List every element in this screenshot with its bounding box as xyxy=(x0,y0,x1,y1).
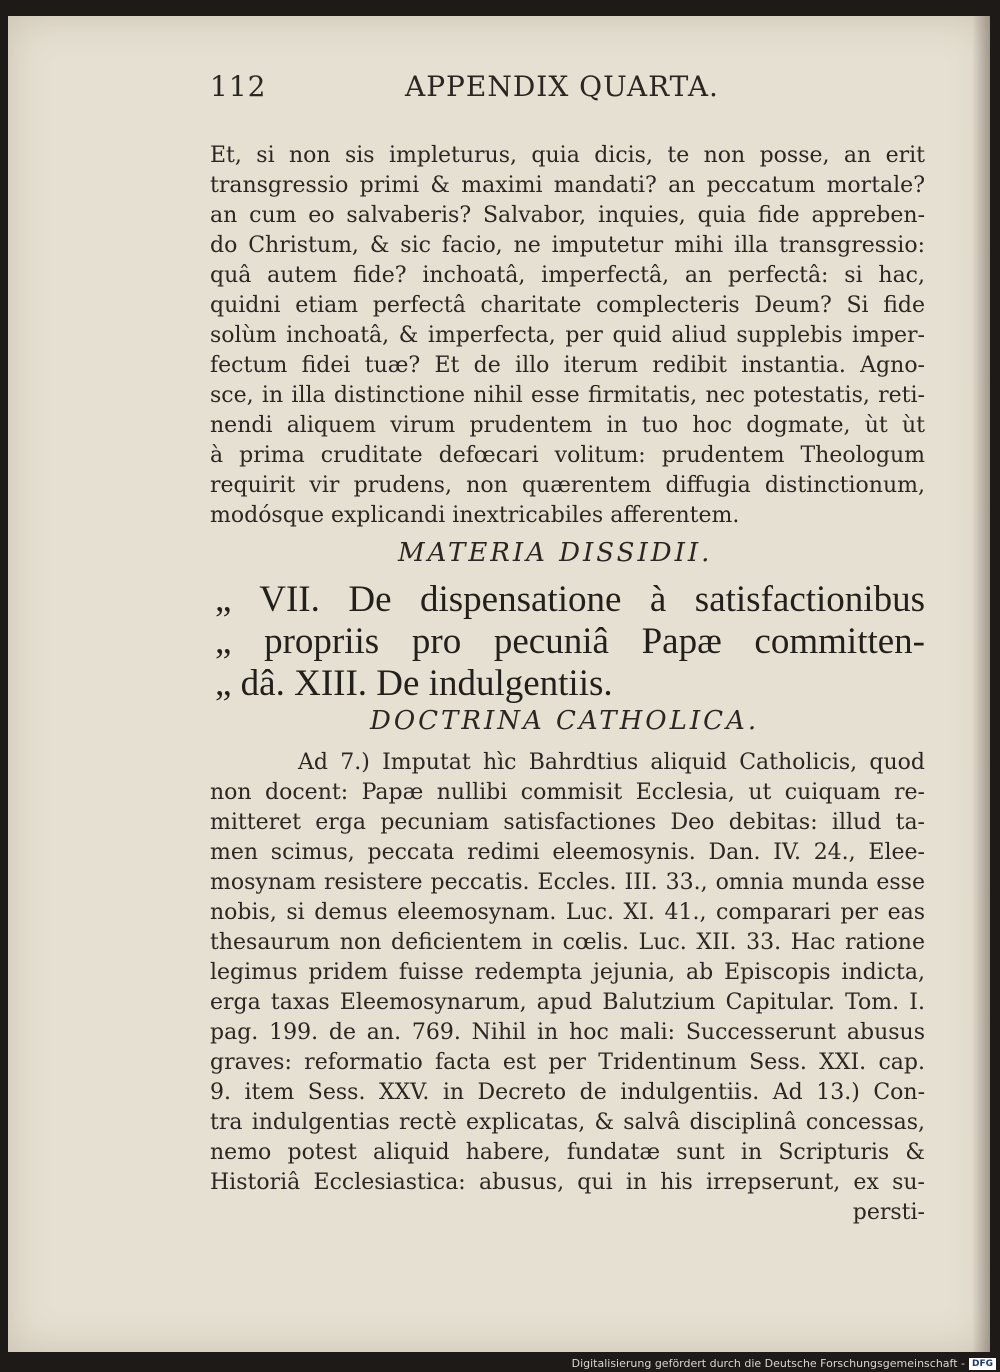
text-line: transgressio primi & maximi mandati? an peccatum mortale? xyxy=(210,173,925,198)
text-line: quidni etiam perfectâ charitate complecteris Deum? Si fide xyxy=(210,293,925,318)
dfg-logo-icon: DFG xyxy=(969,1358,996,1370)
text-line: Et, si non sis impleturus, quia dicis, te non posse, an erit xyxy=(210,143,925,168)
text-line: nobis, si demus eleemosynam. Luc. XI. 41., comparari per eas xyxy=(210,900,925,925)
text-line: modósque explicandi inextricabiles afferentem. xyxy=(210,503,740,528)
quote-line: „ VII. De dispensatione à satisfactionibus xyxy=(215,579,925,620)
text-line: thesaurum non deficientem in cœlis. Luc. XII. 33. Hac ratione xyxy=(210,930,925,955)
page-number: 112 xyxy=(210,70,267,103)
text-line: solùm inchoatâ, & imperfecta, per quid aliud supplebis imper- xyxy=(210,323,925,348)
text-line: Historiâ Ecclesiastica: abusus, qui in his irrepserunt, ex su- xyxy=(210,1170,925,1195)
text-line: pag. 199. de an. 769. Nihil in hoc mali: Successerunt abusus xyxy=(210,1020,925,1045)
section-heading-doctrina: DOCTRINA CATHOLICA. xyxy=(370,706,760,736)
text-line: graves: reformatio facta est per Tridentinum Sess. XXI. cap. xyxy=(210,1050,925,1075)
credit-text: Digitalisierung gefördert durch die Deutsche Forschungsgemeinschaft - xyxy=(571,1357,965,1370)
text-line: nemo potest aliquid habere, fundatæ sunt in Scripturis & xyxy=(210,1140,925,1165)
text-line: Ad 7.) Imputat hìc Bahrdtius aliquid Catholicis, quod xyxy=(298,750,925,775)
page-fold-shadow xyxy=(972,16,990,1352)
text-line: mitteret erga pecuniam satisfactiones Deo debitas: illud ta- xyxy=(210,810,925,835)
text-line: men scimus, peccata redimi eleemosynis. Dan. IV. 24., Elee- xyxy=(210,840,925,865)
text-line: fectum fidei tuæ? Et de illo iterum redibit instantia. Agno- xyxy=(210,353,925,378)
text-line: legimus pridem fuisse redempta jejunia, ab Episcopis indicta, xyxy=(210,960,925,985)
text-line: nendi aliquem virum prudentem in tuo hoc dogmate, ùt ùt xyxy=(210,413,925,438)
text-line: non docent: Papæ nullibi commisit Ecclesia, ut cuiquam re- xyxy=(210,780,925,805)
text-line: quâ autem fide? inchoatâ, imperfectâ, an perfectâ: si hac, xyxy=(210,263,925,288)
text-line: requirit vir prudens, non quærentem diffugia distinctionum, xyxy=(210,473,925,498)
catchword: persti- xyxy=(852,1200,925,1225)
section-heading-materia: MATERIA DISSIDII. xyxy=(398,538,713,568)
running-title: APPENDIX QUARTA. xyxy=(405,70,719,103)
text-line: an cum eo salvaberis? Salvabor, inquies, quia fide appreben- xyxy=(210,203,925,228)
quote-line: „ dâ. XIII. De indulgentiis. xyxy=(215,663,613,704)
text-line: do Christum, & sic facio, ne imputetur mihi illa transgressio: xyxy=(210,233,925,258)
quote-line: „ propriis pro pecuniâ Papæ committen- xyxy=(215,621,925,662)
text-line: 9. item Sess. XXV. in Decreto de indulgentiis. Ad 13.) Con- xyxy=(210,1080,925,1105)
text-line: mosynam resistere peccatis. Eccles. III. 33., omnia munda esse xyxy=(210,870,925,895)
text-line: erga taxas Eleemosynarum, apud Balutzium Capitular. Tom. I. xyxy=(210,990,925,1015)
text-line: tra indulgentias rectè explicatas, & salvâ disciplinâ concessas, xyxy=(210,1110,925,1135)
digitization-credit xyxy=(572,1357,996,1370)
text-line: à prima cruditate defœcari volitum: prudentem Theologum xyxy=(210,443,925,468)
text-line: sce, in illa distinctione nihil esse firmitatis, nec potestatis, reti- xyxy=(210,383,925,408)
